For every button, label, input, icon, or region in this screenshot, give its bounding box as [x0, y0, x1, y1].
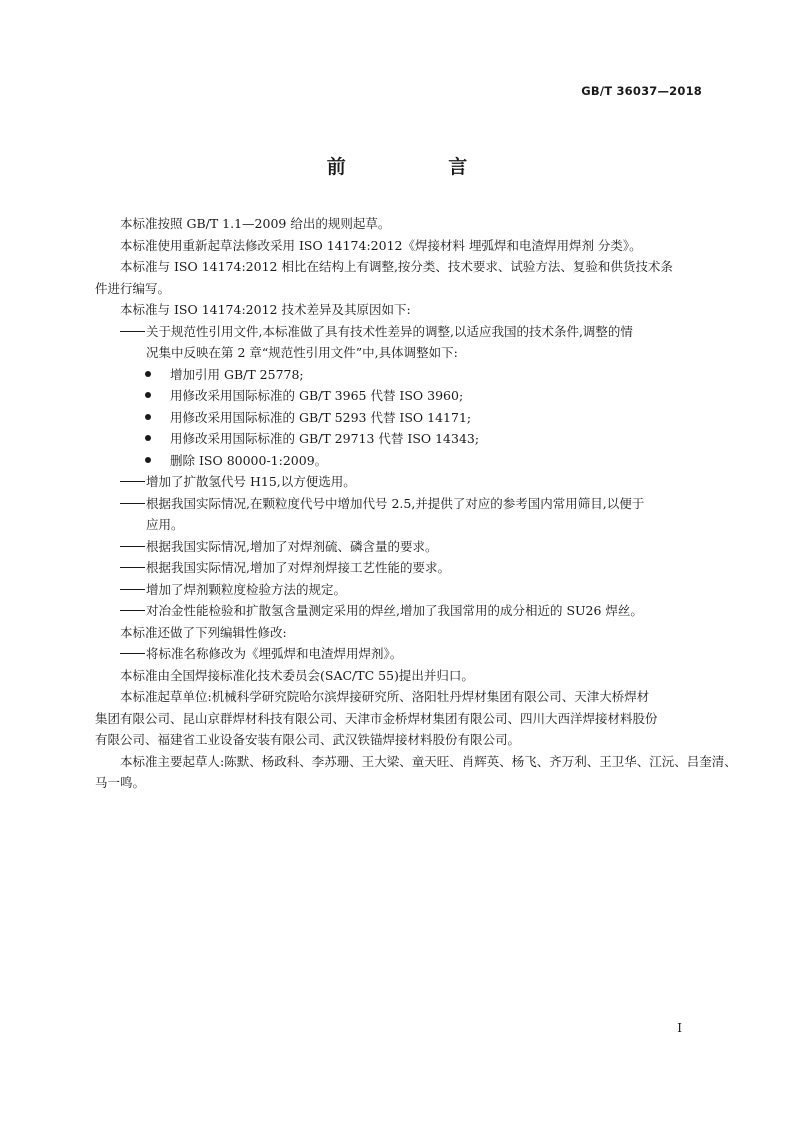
dash-item — [95, 493, 705, 515]
bullet-text: 删除 ISO 80000-1:2009。 — [170, 452, 328, 468]
bullet-icon — [145, 435, 151, 441]
standard-code: GB/T 36037—2018 — [581, 84, 702, 98]
page-number: I — [677, 1021, 682, 1035]
bullet-icon — [145, 392, 151, 398]
paragraph-line: 本标准按照 GB/T 1.1—2009 给出的规则起草。 — [120, 216, 391, 231]
paragraph-line: 本标准使用重新起草法修改采用 ISO 14174:2012《焊接材料 埋弧焊和电渣焊用焊剂 分类》。 — [120, 237, 642, 253]
dash-item-text: 根据我国实际情况,增加了对焊剂焊接工艺性能的要求。 — [146, 560, 450, 575]
bullet-text: 用修改采用国际标准的 GB/T 29713 代替 ISO 14343; — [170, 431, 480, 446]
dash-mark — [120, 471, 146, 493]
bullet-item — [95, 450, 705, 472]
paragraph-line: 马一鸣。 — [95, 775, 146, 790]
dash-mark — [120, 643, 146, 665]
paragraph-line: 本标准主要起草人:陈默、杨政科、李苏珊、王大梁、童天旺、肖辉英、杨飞、齐万利、王卫华、江沅、吕奎清、 — [120, 753, 737, 769]
page-title: 前 言 — [326, 156, 516, 178]
bullet-item — [95, 385, 705, 407]
dash-item — [95, 600, 705, 622]
paragraph-line: 件进行编写。 — [95, 280, 171, 296]
bullet-item — [95, 364, 705, 386]
dash-mark — [120, 557, 146, 579]
dash-item — [95, 579, 705, 601]
bullet-icon — [145, 457, 151, 463]
paragraph-line: 有限公司、福建省工业设备安装有限公司、武汉铁锚焊接材料股份有限公司。 — [95, 732, 521, 747]
document-body — [95, 213, 737, 794]
paragraph-line: 本标准起草单位:机械科学研究院哈尔滨焊接研究所、洛阳牡丹焊材集团有限公司、天津大桥焊材 — [120, 689, 650, 704]
dash-item — [95, 471, 705, 493]
dash-item — [95, 557, 705, 579]
bullet-text: 用修改采用国际标准的 GB/T 5293 代替 ISO 14171; — [170, 409, 472, 425]
dash-mark — [120, 600, 146, 622]
bullet-icon — [145, 371, 151, 377]
dash-item-text: 关于规范性引用文件,本标准做了具有技术性差异的调整,以适应我国的技术条件,调整的情 — [146, 323, 633, 339]
dash-item-text: 根据我国实际情况,增加了对焊剂硫、磷含量的要求。 — [146, 538, 438, 554]
dash-item-text: 根据我国实际情况,在颗粒度代号中增加代号 2.5,并提供了对应的参考国内常用筛目,以便于 — [146, 495, 645, 511]
dash-item — [95, 321, 705, 343]
dash-item-text: 增加了焊剂颗粒度检验方法的规定。 — [146, 581, 347, 597]
paragraph-line: 集团有限公司、昆山京群焊材科技有限公司、天津市金桥焊材集团有限公司、四川大西洋焊接材料股份 — [95, 710, 658, 726]
bullet-text: 用修改采用国际标准的 GB/T 3965 代替 ISO 3960; — [170, 388, 464, 403]
bullet-text: 增加引用 GB/T 25778; — [170, 366, 304, 382]
dash-mark — [120, 579, 146, 601]
dash-mark — [120, 493, 146, 515]
paragraph-line: 本标准由全国焊接标准化技术委员会(SAC/TC 55)提出并归口。 — [120, 667, 474, 683]
paragraph-line: 应用。 — [146, 517, 184, 532]
paragraph-line: 本标准与 ISO 14174:2012 技术差异及其原因如下: — [120, 302, 411, 317]
dash-item-text: 增加了扩散氢代号 H15,以方便选用。 — [146, 474, 356, 489]
bullet-icon — [145, 414, 151, 420]
dash-item — [95, 536, 705, 558]
paragraph-line: 本标准还做了下列编辑性修改: — [120, 624, 287, 640]
dash-item-text: 将标准名称修改为《埋弧焊和电渣焊用焊剂》。 — [146, 646, 403, 661]
bullet-item — [95, 407, 705, 429]
paragraph-line: 本标准与 ISO 14174:2012 相比在结构上有调整,按分类、技术要求、试验方法、复验和供货技术条 — [120, 259, 673, 274]
dash-mark — [120, 321, 146, 343]
bullet-item — [95, 428, 705, 450]
dash-mark — [120, 536, 146, 558]
dash-item-text: 对冶金性能检验和扩散氢含量测定采用的焊丝,增加了我国常用的成分相近的 SU26 焊丝。 — [146, 603, 643, 618]
paragraph-line: 况集中反映在第 2 章“规范性引用文件”中,具体调整如下: — [146, 345, 458, 360]
dash-item — [95, 643, 705, 665]
